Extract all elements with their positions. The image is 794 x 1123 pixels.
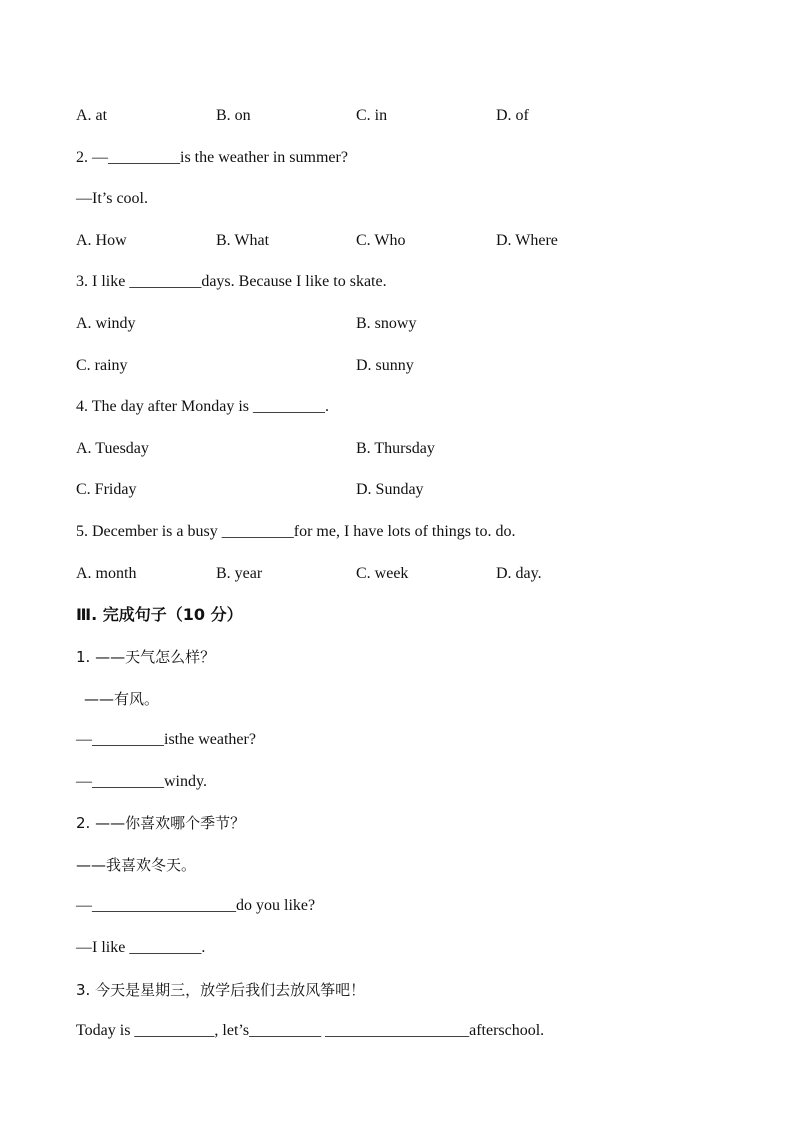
- q3-option-b[interactable]: B. snowy: [356, 315, 417, 332]
- s2-english-question[interactable]: —__________________do you like?: [76, 897, 316, 914]
- q2-answer: —It’s cool.: [76, 190, 148, 207]
- q2-option-a[interactable]: A. How: [76, 232, 127, 249]
- q3-option-d[interactable]: D. sunny: [356, 357, 414, 374]
- q5-option-c[interactable]: C. week: [356, 565, 409, 582]
- q3-option-c[interactable]: C. rainy: [76, 357, 128, 374]
- s1-english-answer[interactable]: —_________windy.: [76, 773, 207, 790]
- q5-option-b[interactable]: B. year: [216, 565, 263, 582]
- s1-chinese-question: 1. ——天气怎么样？: [76, 648, 216, 666]
- section-3-heading: Ⅲ. 完成句子（10 分）: [76, 605, 243, 624]
- q5-option-d[interactable]: D. day.: [496, 565, 542, 582]
- q5-question: 5. December is a busy _________for me, I have lots of things to. do.: [76, 523, 516, 540]
- q2-option-c[interactable]: C. Who: [356, 232, 406, 249]
- s2-chinese-answer: ——我喜欢冬天。: [76, 856, 197, 874]
- q2-option-d[interactable]: D. Where: [496, 232, 558, 249]
- q2-option-b[interactable]: B. What: [216, 232, 270, 249]
- s2-chinese-question: 2. ——你喜欢哪个季节？: [76, 814, 246, 832]
- s1-chinese-answer: ——有风。: [84, 690, 160, 708]
- q4-option-d[interactable]: D. Sunday: [356, 481, 424, 498]
- s2-english-answer[interactable]: —I like _________.: [76, 939, 206, 956]
- s1-english-question[interactable]: —_________isthe weather?: [76, 731, 256, 748]
- q1-option-d[interactable]: D. of: [496, 107, 529, 124]
- q3-question: 3. I like _________days. Because I like to skate.: [76, 273, 387, 290]
- q4-option-b[interactable]: B. Thursday: [356, 440, 435, 457]
- s3-chinese-sentence: 3. 今天是星期三，放学后我们去放风筝吧！: [76, 981, 366, 999]
- q2-question: 2. —_________is the weather in summer?: [76, 149, 348, 166]
- q4-question: 4. The day after Monday is _________.: [76, 398, 329, 415]
- q1-option-b[interactable]: B. on: [216, 107, 251, 124]
- q1-option-c[interactable]: C. in: [356, 107, 388, 124]
- q4-option-c[interactable]: C. Friday: [76, 481, 137, 498]
- q1-option-a[interactable]: A. at: [76, 107, 108, 124]
- q3-option-a[interactable]: A. windy: [76, 315, 136, 332]
- q4-option-a[interactable]: A. Tuesday: [76, 440, 149, 457]
- s3-english-sentence[interactable]: Today is __________, let’s_________ __________________afterschool.: [76, 1022, 545, 1039]
- q5-option-a[interactable]: A. month: [76, 565, 137, 582]
